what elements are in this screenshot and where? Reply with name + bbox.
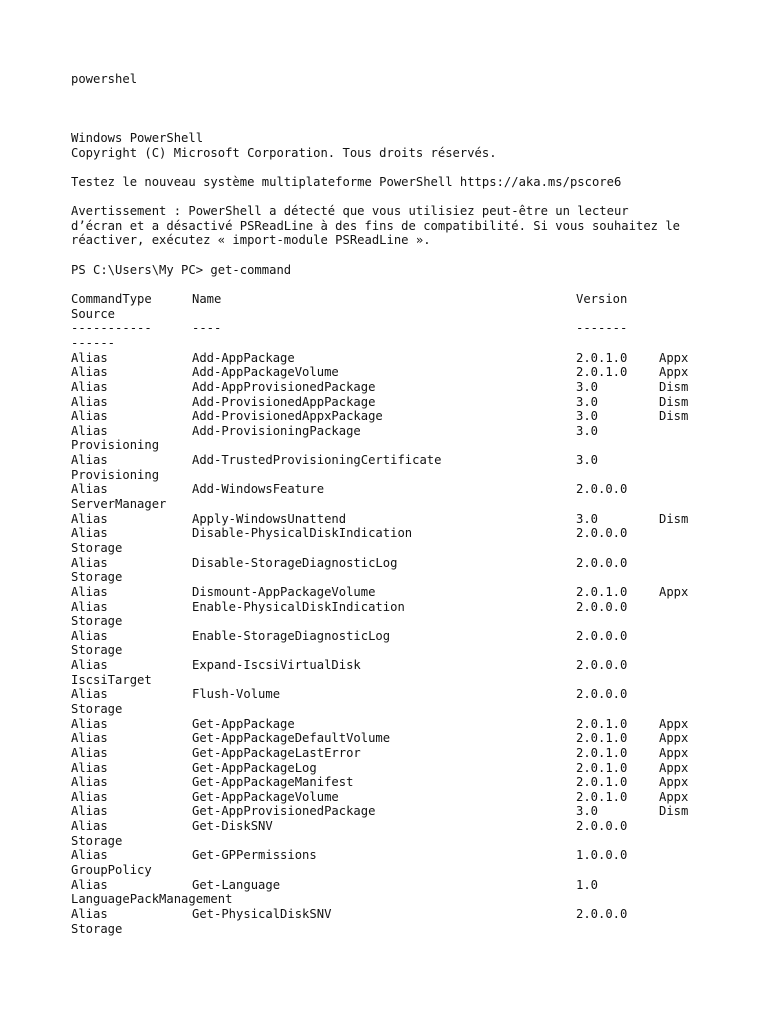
row-name: Expand-IscsiVirtualDisk (192, 658, 361, 673)
table-row (71, 424, 711, 439)
table-row (71, 848, 711, 863)
row-source: Dism (659, 379, 689, 394)
blank-line (71, 248, 711, 263)
row-source: GroupPolicy (71, 863, 152, 878)
row-version: 3.0 (576, 409, 599, 424)
row-version: 3.0 (576, 379, 599, 394)
row-version: 2.0.1.0 (576, 745, 628, 760)
row-source: Appx (659, 350, 689, 365)
table-row (71, 409, 711, 424)
table-row (71, 600, 711, 615)
row-name: Disable-StorageDiagnosticLog (192, 555, 398, 570)
row-name: Flush-Volume (192, 687, 281, 702)
dashes-name: ---- (192, 321, 222, 336)
row-version: 2.0.1.0 (576, 789, 628, 804)
row-name: Enable-PhysicalDiskIndication (192, 599, 405, 614)
row-version: 3.0 (576, 804, 599, 819)
row-source: Storage (71, 614, 123, 629)
row-source: Provisioning (71, 438, 160, 453)
row-source: Dism (659, 394, 689, 409)
table-row (71, 717, 711, 732)
row-commandtype: Alias (71, 423, 108, 438)
row-commandtype: Alias (71, 877, 108, 892)
row-source: Provisioning (71, 467, 160, 482)
table-row (71, 512, 711, 527)
row-source: IscsiTarget (71, 672, 152, 687)
table-row (71, 790, 711, 805)
row-source: Appx (659, 584, 689, 599)
header-source: Source (71, 306, 116, 321)
row-version: 2.0.0.0 (576, 482, 628, 497)
row-version: 3.0 (576, 511, 599, 526)
row-name: Add-TrustedProvisioningCertificate (192, 453, 442, 468)
row-version: 2.0.1.0 (576, 775, 628, 790)
table-row (71, 761, 711, 776)
row-version: 3.0 (576, 423, 599, 438)
console-output (71, 131, 711, 936)
row-commandtype: Alias (71, 628, 108, 643)
table-row (71, 585, 711, 600)
row-source: Dism (659, 511, 689, 526)
warning-line: d’écran et a désactivé PSReadLine à des fins de compatibilité. Si vous souhaitez le (71, 218, 681, 233)
row-commandtype: Alias (71, 409, 108, 424)
row-commandtype: Alias (71, 584, 108, 599)
row-commandtype: Alias (71, 906, 108, 921)
table-row (71, 526, 711, 541)
row-commandtype: Alias (71, 804, 108, 819)
row-version: 2.0.0.0 (576, 906, 628, 921)
row-commandtype: Alias (71, 760, 108, 775)
row-commandtype: Alias (71, 731, 108, 746)
row-name: Get-AppPackageVolume (192, 789, 339, 804)
row-name: Add-AppPackage (192, 350, 295, 365)
blank-line (71, 160, 711, 175)
table-row (71, 775, 711, 790)
row-name: Add-ProvisioningPackage (192, 423, 361, 438)
row-commandtype: Alias (71, 848, 108, 863)
table-row (71, 687, 711, 702)
row-commandtype: Alias (71, 658, 108, 673)
dashes-source: ------ (71, 335, 116, 350)
row-commandtype: Alias (71, 482, 108, 497)
dashes-commandtype: ----------- (71, 321, 152, 336)
row-source: LanguagePackManagement (71, 892, 233, 907)
table-row (71, 804, 711, 819)
table-row (71, 556, 711, 571)
table-row (71, 907, 711, 922)
row-version: 3.0 (576, 453, 599, 468)
row-name: Add-AppProvisionedPackage (192, 379, 376, 394)
blank-line (71, 277, 711, 292)
row-name: Get-GPPermissions (192, 848, 317, 863)
row-version: 1.0 (576, 877, 599, 892)
row-name: Add-ProvisionedAppxPackage (192, 409, 383, 424)
table-row (71, 351, 711, 366)
table-row (71, 453, 711, 468)
command-table-rows (71, 351, 711, 937)
row-commandtype: Alias (71, 687, 108, 702)
row-source: Storage (71, 833, 123, 848)
row-name: Add-AppPackageVolume (192, 365, 339, 380)
row-version: 2.0.1.0 (576, 731, 628, 746)
row-source: Appx (659, 789, 689, 804)
row-commandtype: Alias (71, 526, 108, 541)
row-commandtype: Alias (71, 819, 108, 834)
row-version: 2.0.0.0 (576, 526, 628, 541)
table-row (71, 380, 711, 395)
row-version: 2.0.1.0 (576, 365, 628, 380)
row-source: Storage (71, 643, 123, 658)
row-name: Get-DiskSNV (192, 819, 273, 834)
command-prompt: PS C:\Users\My PC> get-command (71, 262, 292, 277)
header-version: Version (576, 292, 628, 307)
row-name: Disable-PhysicalDiskIndication (192, 526, 413, 541)
row-commandtype: Alias (71, 599, 108, 614)
copyright-line: Copyright (C) Microsoft Corporation. Tous droits réservés. (71, 145, 497, 160)
row-version: 2.0.0.0 (576, 555, 628, 570)
row-source: Storage (71, 570, 123, 585)
row-source: Appx (659, 760, 689, 775)
row-name: Get-AppPackageManifest (192, 775, 354, 790)
row-name: Apply-WindowsUnattend (192, 511, 347, 526)
table-row (71, 629, 711, 644)
table-row (71, 878, 711, 893)
row-version: 2.0.0.0 (576, 819, 628, 834)
row-version: 2.0.0.0 (576, 658, 628, 673)
row-name: Get-AppPackageLog (192, 760, 317, 775)
row-name: Dismount-AppPackageVolume (192, 584, 376, 599)
row-source: Appx (659, 745, 689, 760)
row-source: Appx (659, 775, 689, 790)
row-commandtype: Alias (71, 555, 108, 570)
row-source: Storage (71, 701, 123, 716)
row-commandtype: Alias (71, 365, 108, 380)
row-commandtype: Alias (71, 379, 108, 394)
row-source: Storage (71, 540, 123, 555)
row-name: Get-Language (192, 877, 281, 892)
row-version: 3.0 (576, 394, 599, 409)
table-row (71, 365, 711, 380)
row-version: 1.0.0.0 (576, 848, 628, 863)
warning-line: Avertissement : PowerShell a détecté que vous utilisiez peut-être un lecteur (71, 204, 629, 219)
row-commandtype: Alias (71, 716, 108, 731)
row-name: Add-ProvisionedAppPackage (192, 394, 376, 409)
row-version: 2.0.1.0 (576, 716, 628, 731)
row-commandtype: Alias (71, 789, 108, 804)
row-commandtype: Alias (71, 350, 108, 365)
table-row (71, 395, 711, 410)
row-source: ServerManager (71, 497, 167, 512)
row-name: Add-WindowsFeature (192, 482, 325, 497)
pscore-notice: Testez le nouveau système multiplateforme PowerShell https://aka.ms/pscore6 (71, 174, 622, 189)
row-source: Dism (659, 409, 689, 424)
row-source: Storage (71, 921, 123, 936)
banner-line: Windows PowerShell (71, 131, 204, 145)
table-row (71, 482, 711, 497)
table-row (71, 731, 711, 746)
blank-line (71, 190, 711, 205)
table-header (71, 292, 711, 307)
document-title: powershel (71, 72, 138, 86)
row-name: Get-AppPackageLastError (192, 745, 361, 760)
table-dashes (71, 321, 711, 336)
row-commandtype: Alias (71, 745, 108, 760)
header-name: Name (192, 292, 222, 307)
row-commandtype: Alias (71, 453, 108, 468)
row-name: Get-AppProvisionedPackage (192, 804, 376, 819)
row-commandtype: Alias (71, 511, 108, 526)
row-version: 2.0.0.0 (576, 687, 628, 702)
row-source: Appx (659, 716, 689, 731)
table-row (71, 819, 711, 834)
table-row (71, 658, 711, 673)
row-source: Appx (659, 731, 689, 746)
table-row (71, 746, 711, 761)
warning-line: réactiver, exécutez « import-module PSReadLine ». (71, 233, 431, 248)
row-version: 2.0.1.0 (576, 760, 628, 775)
row-commandtype: Alias (71, 775, 108, 790)
row-name: Get-AppPackage (192, 716, 295, 731)
header-commandtype: CommandType (71, 292, 152, 307)
row-version: 2.0.1.0 (576, 350, 628, 365)
row-commandtype: Alias (71, 394, 108, 409)
row-name: Get-AppPackageDefaultVolume (192, 731, 391, 746)
row-name: Get-PhysicalDiskSNV (192, 906, 332, 921)
row-version: 2.0.0.0 (576, 599, 628, 614)
row-name: Enable-StorageDiagnosticLog (192, 628, 391, 643)
dashes-version: ------- (576, 321, 628, 336)
row-source: Appx (659, 365, 689, 380)
row-source: Dism (659, 804, 689, 819)
row-version: 2.0.0.0 (576, 628, 628, 643)
row-version: 2.0.1.0 (576, 584, 628, 599)
